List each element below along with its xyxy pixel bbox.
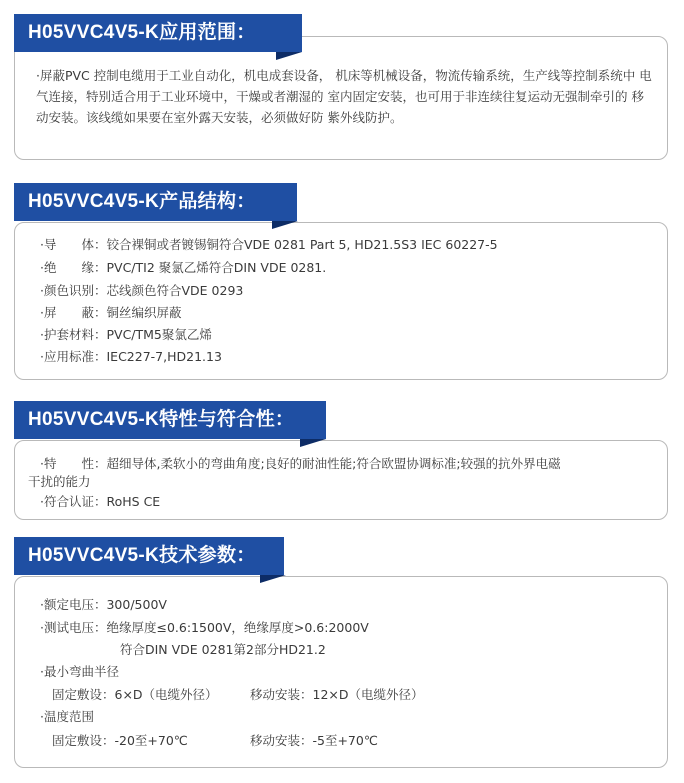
bend-radius-fixed: 固定敷设：6×D（电缆外径） [52,687,218,702]
structure-title-tab [272,221,298,229]
test-voltage-standard: 符合DIN VDE 0281第2部分HD21.2 [120,642,326,657]
structure-row-standard: ·应用标准：IEC227-7,HD21.13 [40,349,222,364]
application-text: ·屏蔽PVC 控制电缆用于工业自动化，机电成套设备， 机床等机械设备，物流传输系统，生产线等控制系统中 电气连接，特别适合用于工业环境中，干燥或者潮湿的 室内固定安装，也可用于非连续往复运动无强制牵引的 移动安装。该线缆如果要在室外露天安装，必须做好防 紫外线防护。 [36,68,652,125]
application-title: H05VVC4V5-K应用范围： [14,14,302,52]
features-title: H05VVC4V5-K特性与符合性： [14,401,326,439]
test-voltage-row: ·测试电压：绝缘厚度≤0.6:1500V，绝缘厚度>0.6:2000V [40,620,369,635]
temperature-fixed: 固定敷设：-20至+70℃ [52,733,188,748]
certification-row: ·符合认证：RoHS CE [40,494,161,509]
temperature-title: ·温度范围 [40,709,94,724]
structure-row-shield: ·屏 蔽：铜丝编织屏蔽 [40,305,182,320]
tech-params-title-tab [260,575,286,583]
features-row-cont: 干扰的能力 [28,474,91,489]
structure-row-conductor: ·导 体：铰合裸铜或者镀锡铜符合VDE 0281 Part 5, HD21.5S3 IEC 60227-5 [40,237,498,252]
rated-voltage-row: ·额定电压：300/500V [40,597,167,612]
structure-row-insulation: ·绝 缘：PVC/TI2 聚氯乙烯符合DIN VDE 0281. [40,260,327,275]
application-title-tab [276,52,302,60]
structure-title: H05VVC4V5-K产品结构： [14,183,297,221]
features-row: ·特 性：超细导体,柔软小的弯曲角度;良好的耐油性能;符合欧盟协调标准;较强的抗外界电磁 [40,456,561,471]
tech-params-title: H05VVC4V5-K技术参数： [14,537,284,575]
features-title-tab [300,439,326,447]
structure-row-sheath: ·护套材料：PVC/TM5聚氯乙烯 [40,327,212,342]
bend-radius-title: ·最小弯曲半径 [40,664,119,679]
structure-row-color: ·颜色识别：芯线颜色符合VDE 0293 [40,283,244,298]
bend-radius-mobile: 移动安装：12×D（电缆外径） [250,687,424,702]
temperature-mobile: 移动安装：-5至+70℃ [250,733,378,748]
